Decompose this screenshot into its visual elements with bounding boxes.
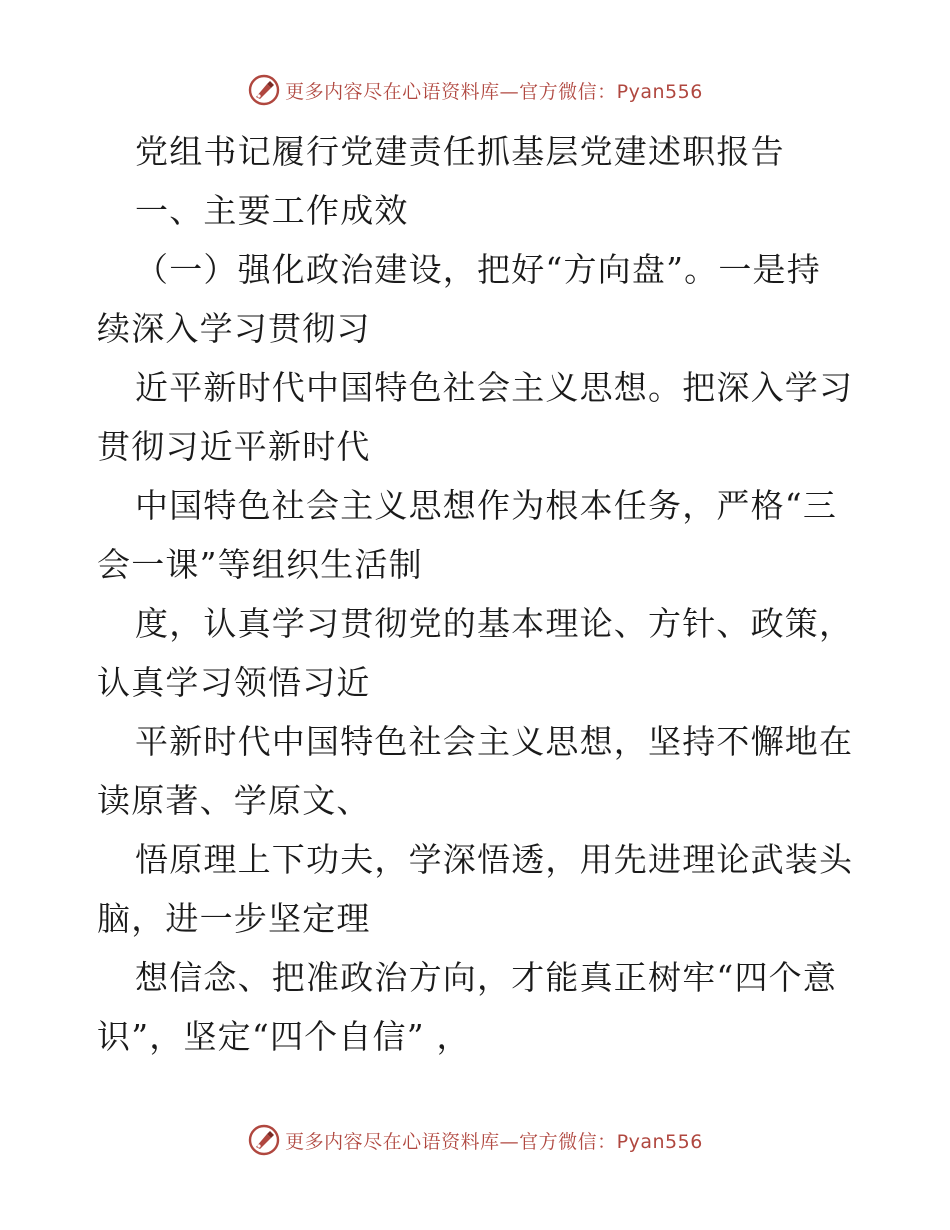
paragraph-line: 识”，坚定“四个自信” ， (97, 1017, 471, 1056)
paragraph-line: 平新时代中国特色社会主义思想，坚持不懈地在 (135, 722, 854, 761)
section-heading: 一、主要工作成效 (135, 191, 409, 230)
watermark-brand: 更多内容尽在心语资料库— (285, 1130, 520, 1153)
document-title: 党组书记履行党建责任抓基层党建述职报告 (135, 132, 785, 171)
footer-watermark (0, 1120, 950, 1160)
paragraph-line: 悟原理上下功夫，学深悟透，用先进理论武装头 (135, 840, 854, 879)
header-watermark (0, 70, 950, 110)
paragraph-line: 会一课”等组织生活制 (97, 545, 423, 584)
watermark-text (285, 1127, 703, 1154)
watermark-text (285, 77, 703, 104)
watermark-wechat: 官方微信：Pyan556 (519, 80, 703, 103)
document-body (97, 122, 857, 1066)
pen-nib-circle-icon (247, 1123, 281, 1157)
paragraph-line: （一）强化政治建设，把好“方向盘”。一是持 (135, 250, 821, 289)
paragraph-line: 贯彻习近平新时代 (97, 427, 371, 466)
paragraph-line: 认真学习领悟习近 (97, 663, 371, 702)
paragraph-line: 中国特色社会主义思想作为根本任务，严格“三 (135, 486, 838, 525)
paragraph-line: 脑，进一步坚定理 (97, 899, 371, 938)
paragraph-line: 近平新时代中国特色社会主义思想。把深入学习 (135, 368, 854, 407)
paragraph-line: 想信念、把准政治方向，才能真正树牢“四个意 (135, 958, 838, 997)
pen-nib-circle-icon (247, 73, 281, 107)
paragraph-line: 读原著、学原文、 (97, 781, 371, 820)
paragraph-line: 度，认真学习贯彻党的基本理论、方针、政策， (135, 604, 854, 643)
watermark-brand: 更多内容尽在心语资料库— (285, 80, 520, 103)
watermark-wechat: 官方微信：Pyan556 (519, 1130, 703, 1153)
paragraph-line: 续深入学习贯彻习 (97, 309, 371, 348)
